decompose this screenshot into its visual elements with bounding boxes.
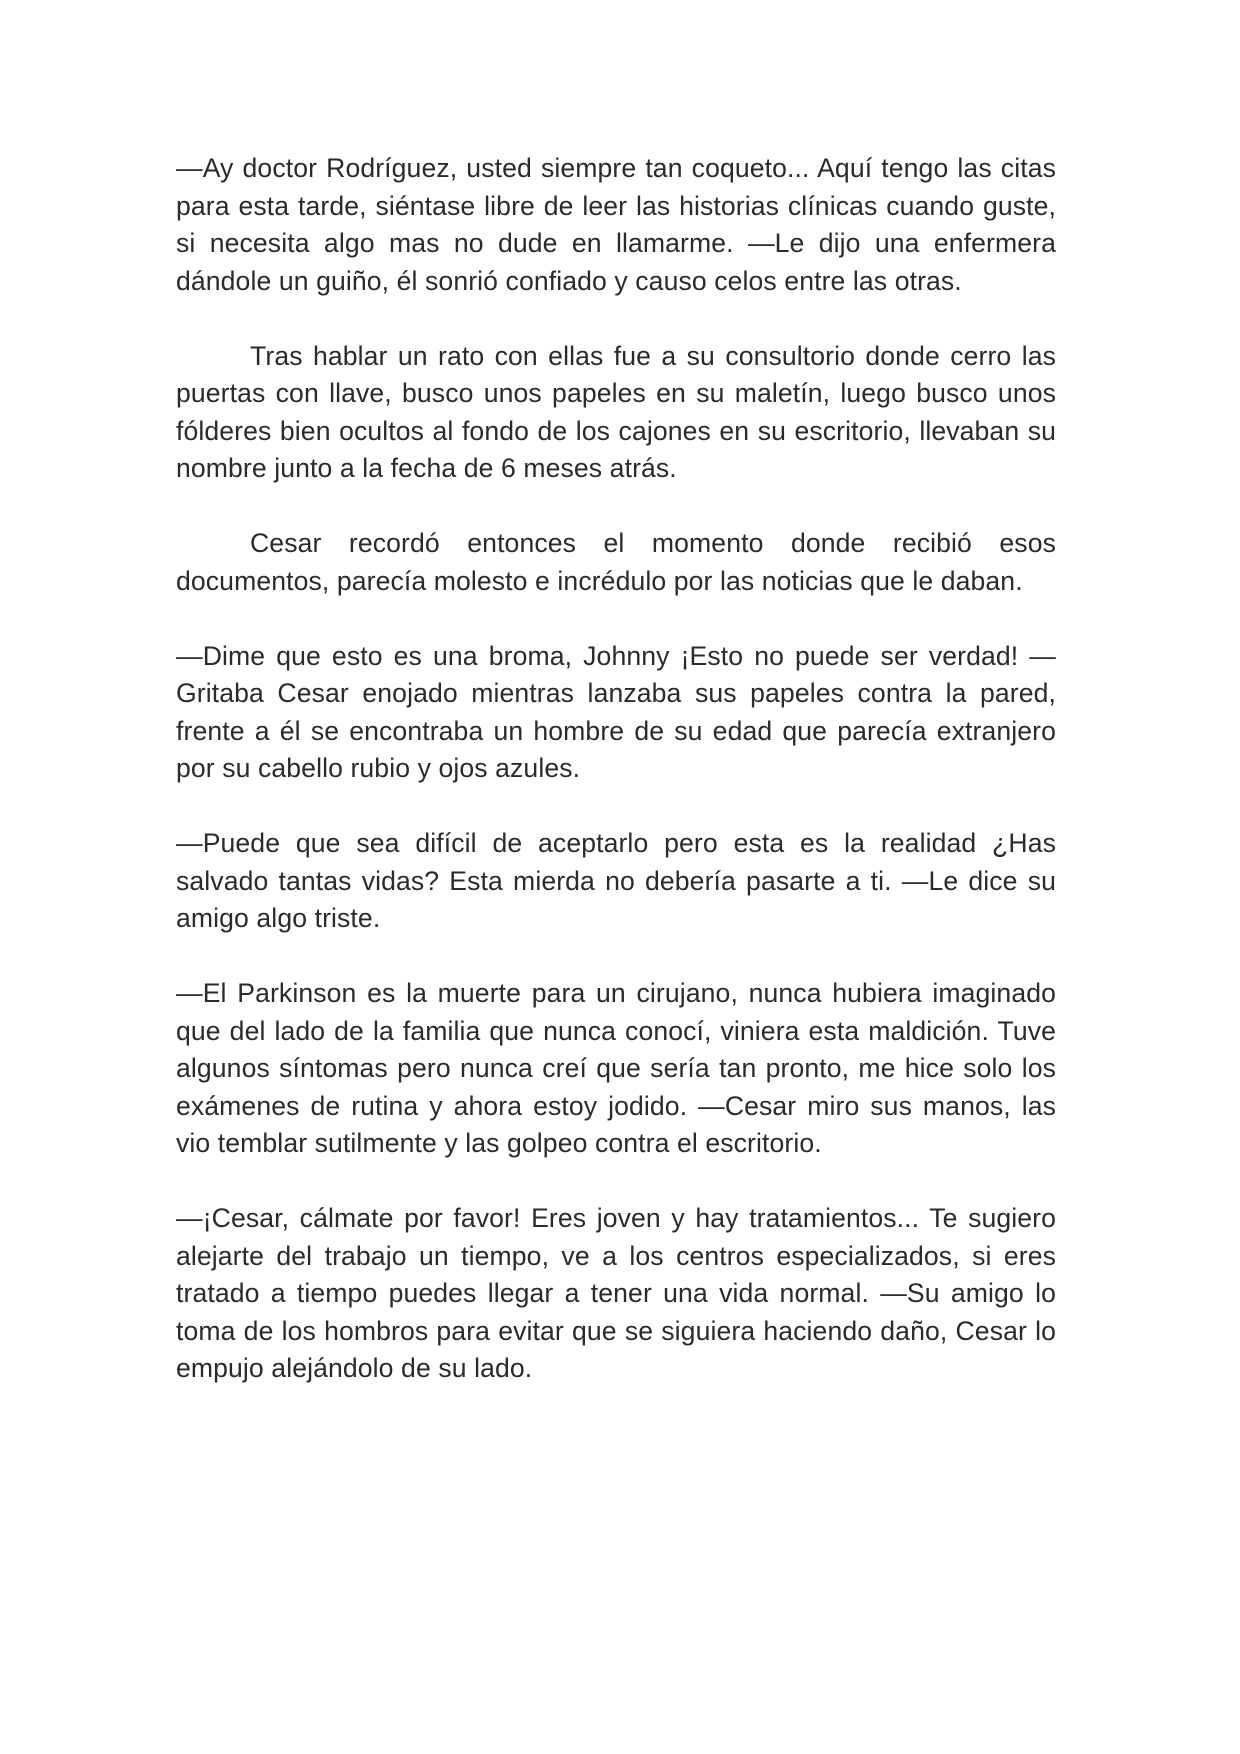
paragraph-6: —El Parkinson es la muerte para un cirujano, nunca hubiera imaginado que del lado de la familia que nunca conocí, viniera esta maldición. Tuve algunos síntomas pero nunca creí que sería tan pronto, me hice solo los exámenes de rutina y ahora estoy jodido. —Cesar miro sus manos, las vio temblar sutilmente y las golpeo contra el escritorio. [176,978,1056,1158]
paragraph-3: Cesar recordó entonces el momento donde recibió esos documentos, parecía molesto e incrédulo por las noticias que le daban. [176,528,1056,596]
paragraph-2: Tras hablar un rato con ellas fue a su consultorio donde cerro las puertas con llave, busco unos papeles en su maletín, luego busco unos fólderes bien ocultos al fondo de los cajones en su escritorio, llevaban su nombre junto a la fecha de 6 meses atrás. [176,340,1056,483]
paragraph-5: —Puede que sea difícil de aceptarlo pero esta es la realidad ¿Has salvado tantas vidas? Esta mierda no debería pasarte a ti. —Le dice su amigo algo triste. [176,828,1056,933]
paragraph-4: —Dime que esto es una broma, Johnny ¡Esto no puede ser verdad! —Gritaba Cesar enojado mientras lanzaba sus papeles contra la pared, frente a él se encontraba un hombre de su edad que parecía extranjero por su cabello rubio y ojos azules. [176,640,1056,783]
body-text [176,150,1056,1388]
paragraph-1: —Ay doctor Rodríguez, usted siempre tan coqueto... Aquí tengo las citas para esta tarde, siéntase libre de leer las historias clínicas cuando guste, si necesita algo mas no dude en llamarme. —Le dijo una enfermera dándole un guiño, él sonrió confiado y causo celos entre las otras. [176,153,1056,296]
paragraph-7: —¡Cesar, cálmate por favor! Eres joven y hay tratamientos... Te sugiero alejarte del trabajo un tiempo, ve a los centros especializados, si eres tratado a tiempo puedes llegar a tener una vida normal. —Su amigo lo toma de los hombros para evitar que se siguiera haciendo daño, Cesar lo empujo alejándolo de su lado. [176,1203,1056,1383]
